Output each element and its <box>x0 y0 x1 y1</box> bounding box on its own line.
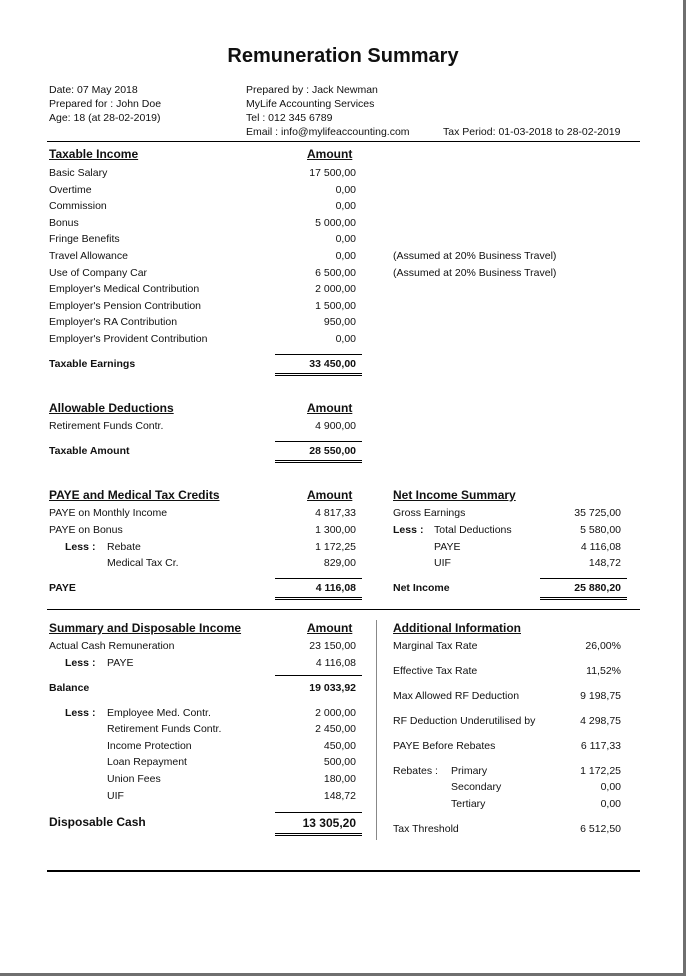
disposable-cash-value: 13 305,20 <box>302 816 356 830</box>
max-rf-value: 9 198,75 <box>580 690 621 702</box>
taxable-row-value: 0,00 <box>335 200 356 212</box>
taxable-income-heading: Taxable Income <box>49 147 139 161</box>
marginal-rate-value: 26,00% <box>585 640 621 652</box>
deduction-item-label: Employee Med. Contr. <box>107 707 211 719</box>
taxable-row-note: (Assumed at 20% Business Travel) <box>393 267 557 279</box>
deductions-heading: Allowable Deductions <box>49 401 174 415</box>
column-divider <box>376 620 377 840</box>
prepared-by: Prepared by : Jack Newman <box>246 84 378 96</box>
disp-paye-label: PAYE <box>107 657 134 669</box>
deduction-item-label: Income Protection <box>107 740 192 752</box>
paye-bonus-label: PAYE on Bonus <box>49 524 123 536</box>
paye-total <box>275 578 362 600</box>
taxable-row-value: 5 000,00 <box>315 217 356 229</box>
net-uif-value: 148,72 <box>588 557 621 569</box>
paye-total-label: PAYE <box>49 582 76 594</box>
tax-threshold-value: 6 512,50 <box>580 823 621 835</box>
disp-less2-label: Less <box>65 707 89 719</box>
rebates-label: Rebates : <box>393 765 438 777</box>
paye-monthly-value: 4 817,33 <box>315 507 356 519</box>
net-income-heading: Net Income Summary <box>393 488 516 502</box>
primary-rebate-value: 1 172,25 <box>580 765 621 777</box>
disp-paye-value: 4 116,08 <box>315 657 356 669</box>
company-name: MyLife Accounting Services <box>246 98 375 110</box>
taxable-row-value: 6 500,00 <box>315 267 356 279</box>
deduction-item-label: Retirement Funds Contr. <box>107 723 222 735</box>
net-paye-label: PAYE <box>434 541 461 553</box>
taxable-row-label: Travel Allowance <box>49 250 128 262</box>
disposable-amount-heading: Amount <box>307 621 353 635</box>
marginal-rate-label: Marginal Tax Rate <box>393 640 478 652</box>
primary-rebate-label: Primary <box>451 765 488 777</box>
taxable-row-value: 1 500,00 <box>315 300 356 312</box>
taxable-earnings-label: Taxable Earnings <box>49 358 136 370</box>
net-less-label: Less <box>393 524 417 536</box>
secondary-rebate-label: Secondary <box>451 781 502 793</box>
rf-underutilised-value: 4 298,75 <box>580 715 621 727</box>
rf-underutilised-label: RF Deduction Underutilised by <box>393 715 536 727</box>
disp-less2-colon: : <box>92 707 96 719</box>
section-divider <box>47 609 640 610</box>
deduction-item-label: Union Fees <box>107 773 161 785</box>
paye-heading: PAYE and Medical Tax Credits <box>49 488 220 502</box>
taxable-amount-label: Taxable Amount <box>49 445 130 457</box>
tertiary-rebate-value: 0,00 <box>600 798 621 810</box>
taxable-row-label: Bonus <box>49 217 79 229</box>
max-rf-label: Max Allowed RF Deduction <box>393 690 520 702</box>
taxable-earnings-value: 33 450,00 <box>309 358 356 370</box>
total-deductions-value: 5 580,00 <box>580 524 621 536</box>
paye-monthly-label: PAYE on Monthly Income <box>49 507 168 519</box>
medical-tax-credit-label: Medical Tax Cr. <box>107 557 179 569</box>
taxable-row-note: (Assumed at 20% Business Travel) <box>393 250 557 262</box>
tax-threshold-label: Tax Threshold <box>393 823 459 835</box>
client-age: Age: 18 (at 28-02-2019) <box>49 112 161 124</box>
balance-value: 19 033,92 <box>309 682 356 694</box>
report-date: Date: 07 May 2018 <box>49 84 138 96</box>
taxable-row-value: 17 500,00 <box>309 167 356 179</box>
retirement-funds-value: 4 900,00 <box>315 420 356 432</box>
tax-period: Tax Period: 01-03-2018 to 28-02-2019 <box>443 126 621 138</box>
taxable-row-value: 950,00 <box>323 316 356 328</box>
company-email: Email : info@mylifeaccounting.com <box>246 126 410 138</box>
actual-cash-label: Actual Cash Remuneration <box>49 640 175 652</box>
deduction-item-value: 2 450,00 <box>315 723 356 735</box>
taxable-row-label: Employer's Pension Contribution <box>49 300 201 312</box>
taxable-amount-value: 28 550,00 <box>309 445 356 457</box>
deduction-item-label: Loan Repayment <box>107 756 187 768</box>
paye-amount-heading: Amount <box>307 488 353 502</box>
net-paye-value: 4 116,08 <box>580 541 621 553</box>
balance-label: Balance <box>49 682 90 694</box>
deduction-item-value: 450,00 <box>323 740 356 752</box>
effective-rate-label: Effective Tax Rate <box>393 665 478 677</box>
additional-heading: Additional Information <box>393 621 521 635</box>
taxable-amount-total <box>275 441 362 463</box>
taxable-row-label: Overtime <box>49 184 92 196</box>
deduction-item-label: UIF <box>107 790 124 802</box>
balance-rule <box>275 675 362 676</box>
rebate-value: 1 172,25 <box>315 541 356 553</box>
footer-rule <box>47 870 640 872</box>
paye-less-colon: : <box>92 541 96 553</box>
disp-less-colon: : <box>92 657 96 669</box>
taxable-row-label: Basic Salary <box>49 167 108 179</box>
secondary-rebate-value: 0,00 <box>600 781 621 793</box>
taxable-amount-heading: Amount <box>307 147 353 161</box>
prepared-for: Prepared for : John Doe <box>49 98 162 110</box>
taxable-row-label: Employer's Medical Contribution <box>49 283 200 295</box>
paye-less-label: Less <box>65 541 89 553</box>
taxable-row-value: 0,00 <box>335 233 356 245</box>
taxable-row-label: Employer's Provident Contribution <box>49 333 208 345</box>
actual-cash-value: 23 150,00 <box>309 640 356 652</box>
deduction-item-value: 180,00 <box>323 773 356 785</box>
net-income-label: Net Income <box>393 582 450 594</box>
page-title: Remuneration Summary <box>227 45 459 67</box>
company-tel: Tel : 012 345 6789 <box>246 112 333 124</box>
taxable-row-value: 0,00 <box>335 333 356 345</box>
disp-less-label: Less <box>65 657 89 669</box>
net-income-value: 25 880,20 <box>574 582 621 594</box>
taxable-row-value: 0,00 <box>335 184 356 196</box>
taxable-row-label: Fringe Benefits <box>49 233 120 245</box>
effective-rate-value: 11,52% <box>586 665 621 677</box>
taxable-row-label: Commission <box>49 200 107 212</box>
disposable-heading: Summary and Disposable Income <box>49 621 242 635</box>
gross-earnings-value: 35 725,00 <box>574 507 621 519</box>
taxable-row-value: 2 000,00 <box>315 283 356 295</box>
header-divider <box>47 141 640 142</box>
taxable-row-value: 0,00 <box>335 250 356 262</box>
deductions-amount-heading: Amount <box>307 401 353 415</box>
paye-before-rebates-label: PAYE Before Rebates <box>393 740 496 752</box>
taxable-row-label: Employer's RA Contribution <box>49 316 178 328</box>
disposable-cash-total <box>275 812 362 836</box>
paye-before-rebates-value: 6 117,33 <box>580 740 621 752</box>
deduction-item-value: 2 000,00 <box>315 707 356 719</box>
total-deductions-label: Total Deductions <box>434 524 512 536</box>
disposable-cash-label: Disposable Cash <box>49 815 146 829</box>
gross-earnings-label: Gross Earnings <box>393 507 466 519</box>
paye-bonus-value: 1 300,00 <box>315 524 356 536</box>
net-uif-label: UIF <box>434 557 451 569</box>
deduction-item-value: 500,00 <box>323 756 356 768</box>
taxable-earnings-total <box>275 354 362 376</box>
rebate-label: Rebate <box>107 541 141 553</box>
taxable-row-label: Use of Company Car <box>49 267 148 279</box>
tertiary-rebate-label: Tertiary <box>451 798 486 810</box>
deduction-item-value: 148,72 <box>323 790 356 802</box>
paye-total-value: 4 116,08 <box>315 582 356 594</box>
net-less-colon: : <box>420 524 424 536</box>
retirement-funds-label: Retirement Funds Contr. <box>49 420 164 432</box>
net-income-total <box>540 578 627 600</box>
medical-tax-credit-value: 829,00 <box>323 557 356 569</box>
